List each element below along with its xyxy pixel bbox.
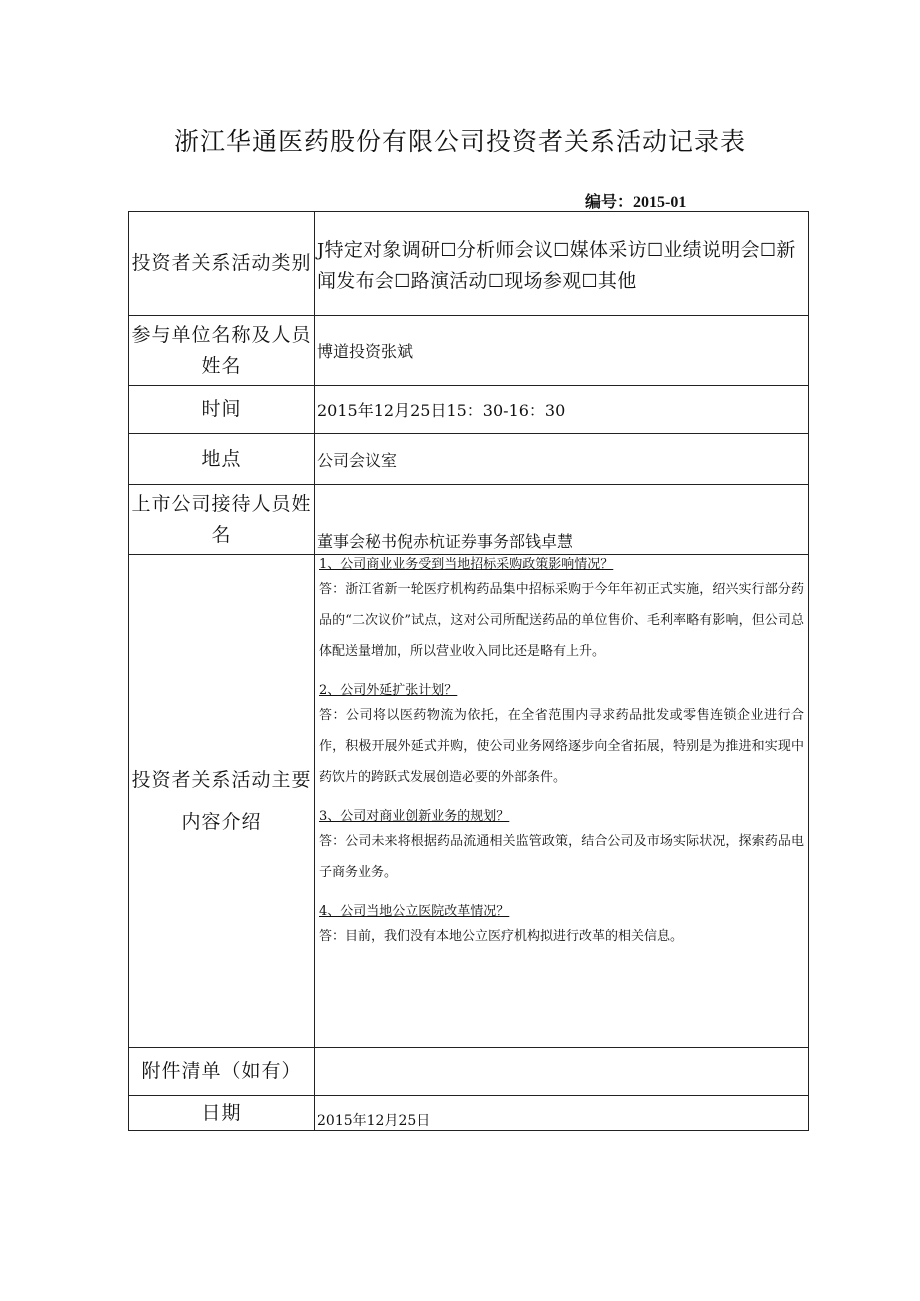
answer-1: 答：浙江省新一轮医疗机构药品集中招标采购于今年年初正式实施，绍兴实行部分药品的“二次议价”试点，这对公司所配送药品的单位售价、毛利率略有影响，但公司总体配送量增加，所以营业收入同比还是略有上升。 [319, 582, 804, 659]
qa-list [315, 555, 809, 1048]
option-label: 媒体采访 [569, 238, 647, 261]
date-label: 日期 [129, 1096, 315, 1131]
checkbox-icon[interactable]: ☐ [646, 239, 664, 261]
row-participants [129, 316, 809, 386]
row-location [129, 434, 809, 485]
checkbox-icon[interactable]: ☐ [487, 270, 505, 292]
answer-2: 答：公司将以医药物流为依托，在全省范围内寻求药品批发或零售连锁企业进行合作，积极开展外延式并购，使公司业务网络逐步向全省拓展，特别是为推进和实现中药饮片的跨跃式发展创造必要的外部条件。 [319, 708, 804, 785]
checkbox-icon[interactable]: ☐ [440, 239, 457, 261]
checkbox-icon[interactable]: ☐ [394, 270, 411, 292]
row-attachments [129, 1048, 809, 1096]
answer-3: 答：公司未来将根据药品流通相关监管政策，结合公司及市场实际状况，探索药品电子商务业务。 [319, 834, 804, 880]
option-label: 新闻发布会 [317, 238, 796, 292]
question-2: 2、公司外延扩张计划？ [319, 683, 458, 698]
time-value: 2015年12月25日15：30-16：30 [315, 386, 809, 434]
checkbox-icon[interactable]: ☐ [759, 239, 777, 261]
question-3: 3、公司对商业创新业务的规划？ [319, 809, 510, 824]
category-options [315, 212, 809, 316]
date-value: 2015年12月25日 [315, 1096, 809, 1131]
option-label: 现场参观 [504, 269, 582, 292]
answer-4: 答：目前，我们没有本地公立医疗机构拟进行改革的相关信息。 [319, 929, 684, 944]
option-label: 特定对象调研 [324, 238, 441, 261]
option-mark[interactable]: J [317, 239, 325, 261]
category-label: 投资者关系活动类别 [129, 212, 315, 316]
option-label: 其他 [597, 269, 637, 292]
attachments-value [315, 1048, 809, 1096]
location-label: 地点 [129, 434, 315, 485]
participants-label: 参与单位名称及人员姓名 [129, 316, 315, 386]
content-label: 投资者关系活动主要内容介绍 [129, 555, 315, 1048]
row-receptionists [129, 485, 809, 555]
participants-value: 博道投资张斌 [315, 316, 809, 386]
option-label: 路演活动 [410, 269, 488, 292]
row-time [129, 386, 809, 434]
receptionists-label: 上市公司接待人员姓名 [129, 485, 315, 555]
location-value: 公司会议室 [315, 434, 809, 485]
checkbox-icon[interactable]: ☐ [581, 270, 598, 292]
row-content [129, 555, 809, 1048]
document-number: 编号：2015-01 [585, 194, 687, 211]
receptionists-value: 董事会秘书倪赤杭证券事务部钱卓慧 [315, 485, 809, 555]
question-1: 1、公司商业业务受到当地招标采购政策影响情况？ [319, 557, 614, 572]
page-title: 浙江华通医药股份有限公司投资者关系活动记录表 [173, 127, 746, 156]
checkbox-icon[interactable]: ☐ [553, 239, 570, 261]
attachments-label: 附件清单（如有） [129, 1048, 315, 1096]
question-4: 4、公司当地公立医院改革情况？ [319, 904, 510, 919]
time-label: 时间 [129, 386, 315, 434]
option-label: 业绩说明会 [663, 238, 760, 261]
option-label: 分析师会议 [456, 238, 554, 261]
activity-record-table [128, 211, 809, 1131]
row-category [129, 212, 809, 316]
row-date [129, 1096, 809, 1131]
